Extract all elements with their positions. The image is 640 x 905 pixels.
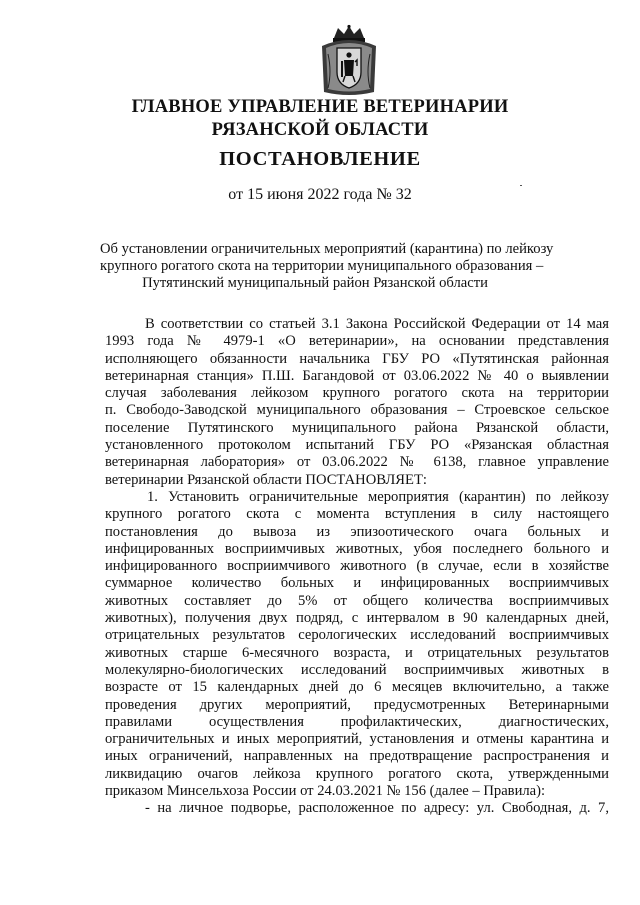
body-line: инфицированного восприимчивого животного (в случае, если в хозяйстве — [105, 558, 609, 575]
document-date-number: от 15 июня 2022 года № 32 — [228, 186, 412, 203]
body-line: поселение Путятинского муниципального района Рязанской области, — [105, 419, 609, 436]
subject-line: крупного рогатого скота на территории муниципального образования – — [100, 258, 544, 275]
body-line: ликвидацию очагов лейкоза крупного рогатого скота, утвержденными — [105, 765, 609, 782]
body-line: В соответствии со статьей 3.1 Закона Российской Федерации от 14 мая — [145, 316, 609, 332]
body-line: проведения других мероприятий, предусмотренных Ветеринарными — [105, 696, 609, 713]
organization-line-1: ГЛАВНОЕ УПРАВЛЕНИЕ ВЕТЕРИНАРИИ — [131, 97, 509, 117]
body-line: ограничительных и иных мероприятий, установления и отмены карантина и — [105, 731, 609, 748]
coat-of-arms-emblem — [318, 24, 380, 98]
organization-name — [0, 96, 640, 142]
body-line-address: - на личное подворье, расположенное по адресу: ул. Свободная, д. 7, — [145, 800, 609, 817]
body-line: правилами осуществления профилактических, диагностических, — [105, 713, 609, 730]
subject-line: Об установлении ограничительных мероприятий (карантина) по лейкозу — [100, 241, 554, 257]
body-line: исполняющего обязанности начальника ГБУ РО «Путятинская районная — [105, 350, 609, 367]
body-line: крупного рогатого скота с момента вступления в силу настоящего — [105, 506, 609, 523]
scan-speck — [520, 185, 522, 186]
body-line: случая заболевания лейкозом крупного рогатого скота на территории — [105, 385, 609, 402]
organization-line-2: РЯЗАНСКОЙ ОБЛАСТИ — [211, 120, 429, 140]
body-line: ветеринарная станция» П.Ш. Багандовой от 03.06.2022 № 40 о выявлении — [105, 367, 609, 384]
body-line: суммарное количество больных и инфицированных восприимчивых — [105, 575, 609, 592]
body-line: ветеринарии Рязанской области ПОСТАНОВЛЯЕТ: — [105, 471, 427, 488]
document-type-title: ПОСТАНОВЛЕНИЕ — [219, 148, 421, 170]
body-line: иных ограничений, направленных на предотвращение распространения и — [105, 748, 609, 765]
document-subject — [100, 241, 554, 293]
body-line: инфицированных восприимчивых животных, убоя последнего больного и — [105, 540, 609, 557]
body-line: 1993 года № 4979-1 «О ветеринарии», на основании представления — [105, 333, 609, 350]
body-line: отрицательных результатов серологических исследований восприимчивых — [105, 627, 609, 644]
body-line: ветеринарная лаборатория» от 03.06.2022 № 6138, главное управление — [105, 454, 609, 471]
body-line: п. Свободо-Заводской муниципального образования – Строевское сельское — [105, 402, 609, 419]
subject-line: Путятинский муниципальный район Рязанской области — [142, 275, 488, 292]
body-line: установленного протоколом испытаний ГБУ РО «Рязанская областная — [105, 437, 609, 454]
body-line: животных составляет до 5% от общего количества восприимчивых — [105, 592, 609, 609]
body-line: животных), получения двух подряд, с интервалом в 90 календарных дней, — [105, 610, 609, 627]
body-line: постановления до вывоза из эпизоотического очага больных и — [105, 523, 609, 540]
body-line: молекулярно-биологических исследований восприимчивых животных в — [105, 661, 609, 678]
body-line: животных старше 6-месячного возраста, и отрицательных результатов — [105, 644, 609, 661]
document-body — [105, 316, 609, 818]
body-line: возрасте от 15 календарных дней до 6 месяцев включительно, а также — [105, 679, 609, 696]
body-line-item-1: 1. Установить ограничительные мероприятия (карантин) по лейкозу — [147, 488, 609, 505]
body-line: приказом Минсельхоза России от 24.03.2021 № 156 (далее – Правила): — [105, 783, 546, 800]
